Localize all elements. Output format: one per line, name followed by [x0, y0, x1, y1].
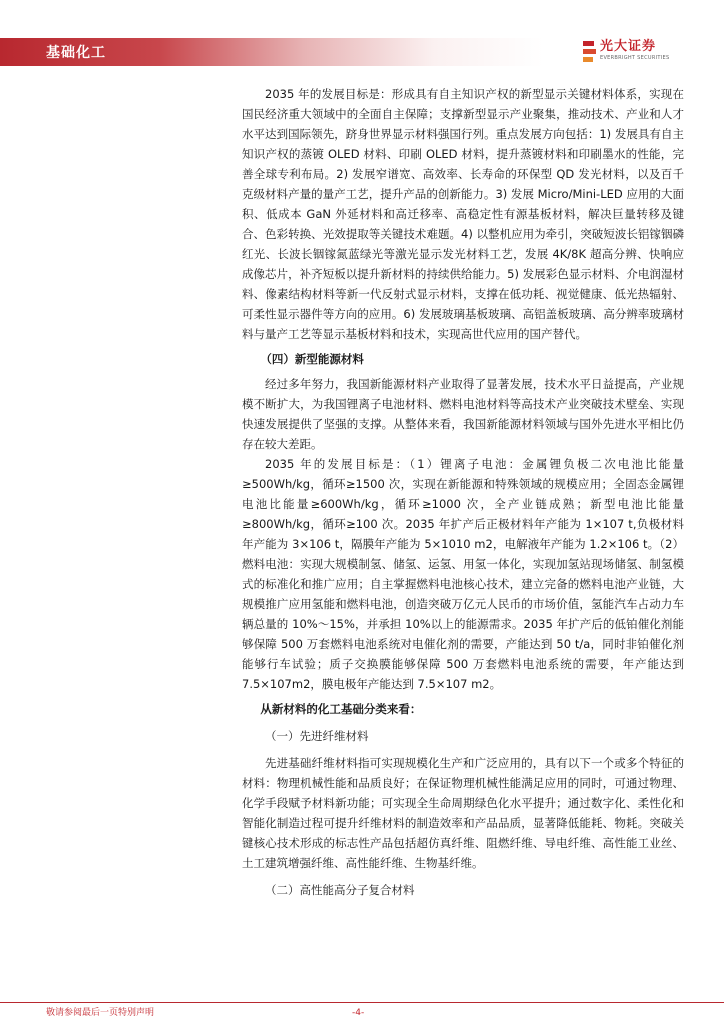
logo-name: 光大证券	[600, 39, 657, 54]
everbright-logo-icon	[582, 39, 598, 67]
section-heading-chemical-classification: 从新材料的化工基础分类来看：	[260, 702, 422, 716]
footer-disclaimer: 敬请参阅最后一页特别声明	[46, 1008, 155, 1018]
paragraph-energy-goals: 2035 年的发展目标是：（1）锂离子电池：金属锂负极二次电池比能量≥500Wh/kg，循环≥1500 次，实现在新能源和特殊领域的规模应用；全固态金属锂电池比能量≥600Wh/kg，循环≥1000 次，全产业链成熟；新型电池比能量≥800Wh/kg，循环≥100 次。2035 年扩产后正极材料年产能为 1×107 t,负极材料年产能为 3×106 t，隔膜年产能为 5×1010 m2，电解液年产能为 1.2×106 t。（2）燃料电池：实现大规模制氢、储氢、运氢、用氢一体化，实现加氢站现场储氢、制氢模式的标准化和推广应用；自主掌握燃料电池核心技术，建立完备的燃料电池产业链，大规模推广应用氢能和燃料电池，创造突破万亿元人民币的市场价值，氢能汽车占动力车辆总量的 10%～15%，并承担 10%以上的能源需求。2035 年扩产后的低铂催化剂能够保障 500 万套燃料电池系统对电催化剂的需要，产能达到 50 t/a，同时非铂催化剂能够行车试验；质子交换膜能够保障 500 万套燃料电池系统的需要，年产能达到 7.5×107m2，膜电极年产能达到 7.5×107 m2。	[242, 457, 684, 691]
logo-subtitle: EVERBRIGHT SECURITIES	[600, 55, 670, 61]
page-number: -4-	[352, 1008, 365, 1018]
paragraph-display-goals: 2035 年的发展目标是：形成具有自主知识产权的新型显示关键材料体系，实现在国民经济重大领域中的全面自主保障；支撑新型显示产业聚集，推动技术、产业和人才水平达到国际领先，跻身世界显示材料强国行列。重点发展方向包括：1) 发展具有自主知识产权的蒸镀 OLED 材料、印刷 OLED 材料，提升蒸镀材料和印刷墨水的性能，完善全球专利布局。2) 发展窄谱宽、高效率、长寿命的环保型 QD 发光材料，以及百千克级材料产量的量产工艺，提升产品的创新能力。3) 发展 Micro/Mini-LED 应用的大面积、低成本 GaN 外延材料和高迁移率、高稳定性有源基板材料，解决巨量转移及键合、色彩转换、光效提取等关键技术难题。4) 以整机应用为牵引，突破短波长铝镓铟磷红光、长波长铟镓氮蓝绿光等激光显示发光材料工艺，发展 4K/8K 超高分辨、快响应成像芯片，补齐短板以提升新材料的持续供给能力。5) 发展彩色显示材料、介电润湿材料、像素结构材料等新一代反射式显示材料，支撑在低功耗、视觉健康、低光热辐射、可柔性显示器件等方向的应用。6) 发展玻璃基板玻璃、高铝盖板玻璃、高分辨率玻璃材料与量产工艺等显示基板材料和技术，实现高世代应用的国产替代。	[242, 87, 684, 341]
section-heading-energy-materials: （四）新型能源材料	[260, 352, 364, 366]
footer-divider	[0, 1002, 724, 1003]
report-body	[242, 84, 684, 907]
subheading-polymer-composites: （二）高性能高分子复合材料	[265, 883, 415, 897]
paragraph-fiber-materials: 先进基础纤维材料指可实现规模化生产和广泛应用的，具有以下一个或多个特征的材料：物理机械性能和品质良好；在保证物理机械性能满足应用的同时，可通过物理、化学手段赋予材料新功能；可实现全生命周期绿色化水平提升；通过数字化、柔性化和智能化制造过程可提升纤维材料的制造效率和产品品质，显著降低能耗、物耗。突破关键核心技术形成的标志性产品包括超仿真纤维、阻燃纤维、导电纤维、高性能工业丝、土工建筑增强纤维、高性能纤维、生物基纤维。	[242, 756, 684, 870]
subheading-advanced-fiber: （一）先进纤维材料	[265, 729, 369, 743]
section-title: 基础化工	[46, 45, 106, 61]
everbright-logo	[582, 38, 692, 68]
paragraph-energy-overview: 经过多年努力，我国新能源材料产业取得了显著发展，技术水平日益提高，产业规模不断扩大，为我国锂离子电池材料、燃料电池材料等高技术产业突破技术壁垒、实现快速发展提供了坚强的支撑。从整体来看，我国新能源材料领域与国外先进水平相比仍存在较大差距。	[242, 377, 684, 451]
